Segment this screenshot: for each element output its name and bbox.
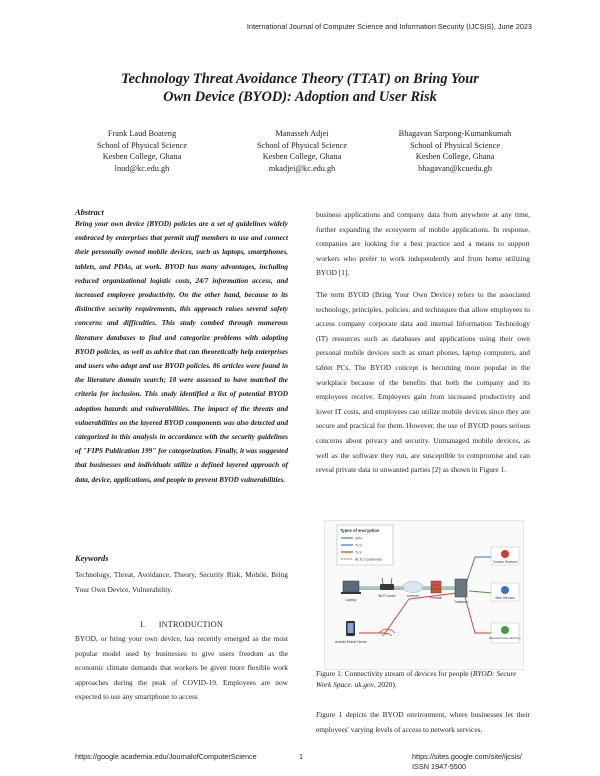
active-directory-icon: [501, 626, 509, 634]
author-email: bhagavan@kcuedu.gh: [418, 163, 492, 173]
author-dept: School of Physical Science: [96, 140, 188, 150]
caption-text: Figure 1: Connectivity stream of devices for people (: [316, 669, 473, 678]
section-numeral: I.: [140, 620, 146, 629]
link-web: [469, 591, 493, 593]
link-custom: [465, 557, 493, 587]
footer-right-link[interactable]: https://sites.google.com/site/ijcsis/: [412, 752, 522, 761]
author-1: [72, 128, 212, 174]
abstract-text: Bring your own device (BYOD) policies are a set of guidelines widely embraced by enterprises that permit staff members to use and connect their personally owned mobile devices, such as laptops, smartphones, tablets, and PDAs, at work. BYOD has many advantages, including reduced organizational logistic costs, 24/7 information access, and increased employee productivity. On the other hand, because to its distinctive security requirements, this approach raises several safety concerns and difficulties. This study combed through numerous literature databases to find and categorize problems with adopting BYOD policies, as well as advice that can theoretically help enterprises and users who adopt and use BYOD policies. 86 articles were found in the literature domain search; 18 were assessed to have matched the criteria for inclusion. This study identified a list of potential BYOD adoption hazards and vulnerabilities. The impact of the threats and vulnerabilities on the layered BYOD components was also detected and categorized in this analysis in accordance with the security guidelines of "FIPS Publication 199" for categorization. Finally, it was suggested that businesses and individuals utilize a defined layered approach of data, device, applications, and people to prevent BYOD vulnerabilities.: [75, 220, 288, 484]
author-org: Kesben College, Ghana: [262, 152, 342, 162]
footer-left-link[interactable]: https://google.academia.edu/JournalofComputerScience: [75, 752, 257, 761]
web-services-icon: [501, 586, 509, 594]
legend-item-4: BLTLS (optional): [355, 557, 382, 562]
caption-end: , 2020).: [374, 680, 397, 689]
intro-heading: [75, 620, 288, 629]
author-3: [380, 128, 530, 174]
keywords-heading: Keywords: [75, 554, 109, 563]
title-line-2: Own Device (BYOD): Adoption and User Risk: [163, 89, 437, 105]
paper-title: [60, 70, 540, 106]
custom-services-icon: [501, 550, 509, 558]
firewall-icon: [431, 581, 441, 593]
right-paragraph-1: business applications and company data from anywhere at any time, further expanding the ecosystem of mobile applications. In response, companies are looking for a best practice and a means to support workers who prefer to work independently and from home utilizing BYOD [1].: [316, 210, 530, 278]
author-org: Kesben College, Ghana: [415, 152, 495, 162]
figure-caption: [316, 668, 530, 690]
label-web-services: Web Services: [495, 596, 515, 600]
label-phone: Android Mobile Device: [335, 640, 367, 644]
author-email: lnud@kc.edu.gh: [114, 163, 170, 173]
footer-issn: ISSN 1947-5500: [412, 762, 466, 771]
laptop-base: [341, 592, 361, 594]
author-org: Kesben College, Ghana: [102, 152, 182, 162]
author-name: Bhagavan Sarpong-Kumankumah: [398, 129, 512, 138]
author-dept: School of Physical Science: [256, 140, 348, 150]
gateway-icon: [455, 579, 467, 597]
label-laptop: Laptop: [345, 598, 357, 602]
label-active-directory: Microsoft Active Directory: [489, 636, 521, 640]
author-dept: School of Physical Science: [409, 140, 501, 150]
legend-item-2: TLS: [355, 543, 362, 548]
right-paragraph-3: Figure 1 depicts the BYOD environment, where businesses let their employees' varying levels of access to network services.: [316, 710, 530, 734]
legend-title: Types of encryption: [340, 528, 380, 533]
label-gateway: Gateway: [454, 600, 468, 604]
label-internet: Internet: [407, 594, 419, 598]
author-name: Manasseh Adjei: [275, 129, 329, 138]
internet-cloud-icon: [403, 582, 423, 593]
section-title: INTRODUCTION: [158, 620, 223, 629]
link-red: [359, 593, 457, 633]
router-icon: [380, 584, 394, 590]
abstract-heading: Abstract: [75, 208, 104, 217]
journal-header: International Journal of Computer Science and Information Security (IJCSIS), June 2023: [246, 22, 532, 31]
caption-citation: BYOD: Secure Work Space. uk.gov: [316, 669, 517, 689]
author-name: Frank Laud Boateng: [107, 129, 177, 138]
link-ad: [465, 597, 493, 633]
footer-right: [412, 752, 522, 772]
title-line-1: Technology Threat Avoidance Theory (TTAT) on Bring Your: [121, 71, 479, 87]
right-paragraph-2: The term BYOD (Bring Your Own Device) refers to the associated technology, principles, policies, and techniques that allow employees to access company corporate data and internal Information Technology (IT) resources such as databases and applications using their own personal mobile devices such as smart phones, laptop computers, and tablet PCs. The BYOD concept is becoming more popular in the workplace because of the benefits that both the company and its employees receive. Employers gain from increased productivity and lower IT costs, and employees can utilize mobile devices since they are secure and practical for them. However, the use of BYOD poses serious concerns about privacy and security. Unmanaged mobile devices, as well as the software they run, are susceptible to compromise and can reveal private data to unwanted parties [2] as shown in Figure 1.: [316, 290, 530, 475]
legend-item-3: TLS: [355, 550, 362, 555]
label-router: Wi-Fi router: [378, 594, 396, 598]
author-2: [232, 128, 372, 174]
keywords-text: Technology, Threat, Avoidance, Theory, Security Risk, Mobile, Bring Your Own Device, Vulnerability.: [75, 570, 288, 594]
legend-item-1: uPN: [355, 536, 362, 541]
author-email: mkadjei@kc.edu.gh: [268, 163, 336, 173]
byod-diagram-svg: [325, 521, 523, 669]
label-firewall: Firewall: [430, 596, 442, 600]
intro-text: BYOD, or bring your own device, has recently emerged as the most popular model used by businesses to give users freedom as the economic climate demands that workers be given more flexible work approaches during the peak of COVID-19. Employees are now expected to use any smartphone to access: [75, 634, 288, 702]
laptop-icon: [343, 581, 359, 592]
figure-byod-diagram: [324, 520, 524, 670]
page-number: 1: [298, 752, 304, 761]
label-custom-services: Custom Services: [492, 560, 518, 564]
